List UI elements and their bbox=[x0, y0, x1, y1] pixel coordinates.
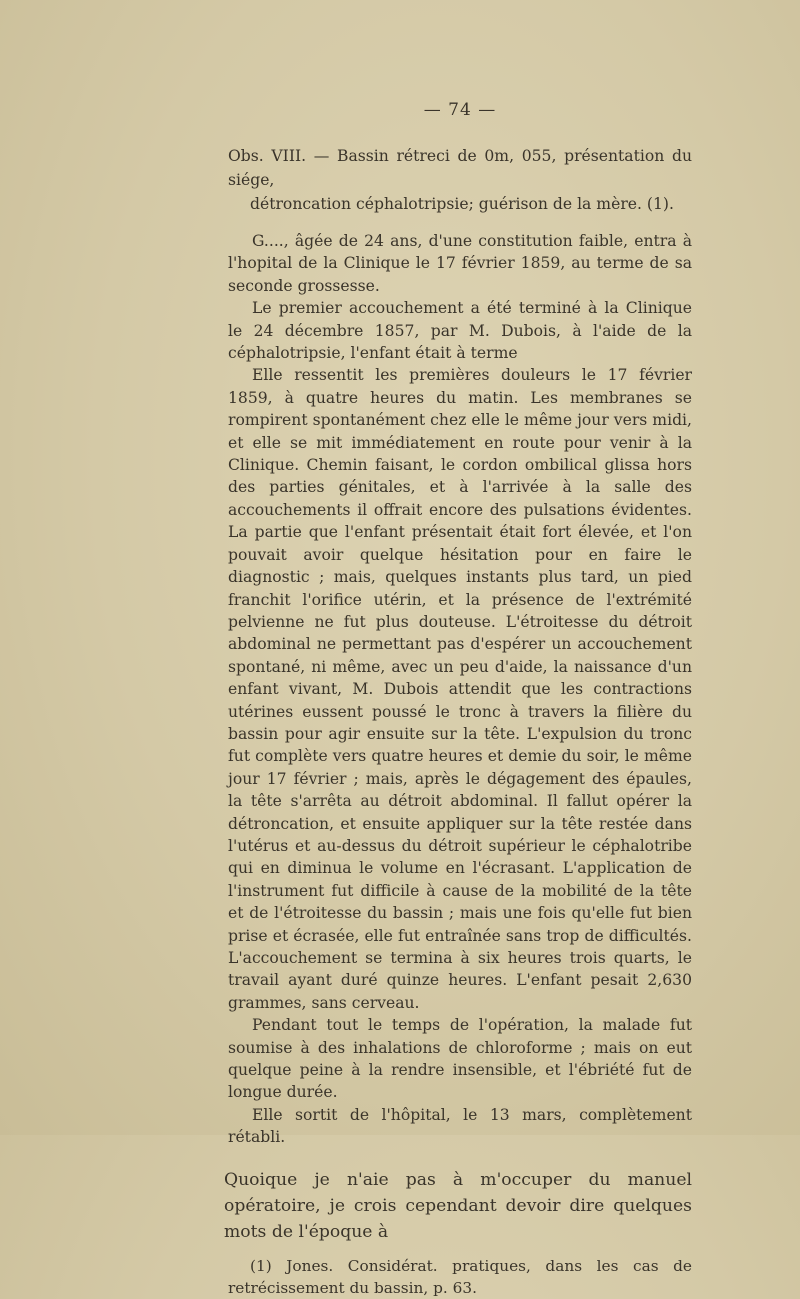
observation-title-line-1: Obs. VIII. — Bassin rétreci de 0m, 055, présentation du siége, bbox=[228, 147, 692, 189]
page-number: — 74 — bbox=[423, 100, 497, 120]
lead-paragraph: Quoique je n'aie pas à m'occuper du manuel opératoire, je crois cependant devoir dire quelques mots de l'époque à bbox=[224, 1169, 692, 1242]
observation-title-line-2: détroncation céphalotripsie; guérison de la mère. (1). bbox=[250, 195, 674, 213]
observation-title bbox=[228, 144, 692, 216]
book-page bbox=[224, 100, 692, 1299]
paragraph-2: Le premier accouchement a été terminé à la Clinique le 24 décembre 1857, par M. Dubois, à l'aide de la céphalotripsie, l'enfant était à terme bbox=[228, 299, 692, 363]
paragraph-3: Elle ressentit les premières douleurs le 17 février 1859, à quatre heures du matin. Les membranes se rompirent spontanément chez elle le même jour vers midi, et elle se mit immédiatement en route pour venir à la Clinique. Chemin faisant, le cordon ombilical glissa hors des parties génitales, et à l'arrivée à la salle des accouchements il offrait encore des pulsations évidentes. La partie que l'enfant présentait était fort élevée, et l'on pouvait avoir quelque hésitation pour en faire le diagnostic ; mais, quelques instants plus tard, un pied franchit l'orifice utérin, et la présence de l'extrémité pelvienne ne fut plus douteuse. L'étroitesse du détroit abdominal ne permettant pas d'espérer un accouchement spontané, ni même, avec un peu d'aide, la naissance d'un enfant vivant, M. Dubois attendit que les contractions utérines eussent poussé le tronc à travers la filière du bassin pour agir ensuite sur la tête. L'expulsion du tronc fut complète vers quatre heures et demie du soir, le même jour 17 février ; mais, après le dégagement des épaules, la tête s'arrêta au détroit abdominal. Il fallut opérer la détroncation, et ensuite appliquer sur la tête restée dans l'utérus et au-dessus du détroit supérieur le céphalotribe qui en diminua le volume en l'écrasant. L'application de l'instrument fut difficile à cause de la mobilité de la tête et de l'étroitesse du bassin ; mais une fois qu'elle fut bien prise et écrasée, elle fut entraînée sans trop de difficultés. L'accouchement se termina à six heures trois quarts, le travail ayant duré quinze heures. L'enfant pesait 2,630 grammes, sans cerveau. bbox=[228, 366, 692, 1012]
paragraph-5: Elle sortit de l'hôpital, le 13 mars, complètement rétabli. bbox=[228, 1105, 692, 1147]
observation-body bbox=[228, 230, 692, 1149]
paragraph-4: Pendant tout le temps de l'opération, la malade fut soumise à des inhalations de chloroforme ; mais on eut quelque peine à la rendre insensible, et l'ébriété fut de longue durée. bbox=[228, 1016, 692, 1102]
footnote: (1) Jones. Considérat. pratiques, dans les cas de retrécissement du bassin, p. 63. bbox=[228, 1256, 692, 1297]
paragraph-1: G...., âgée de 24 ans, d'une constitution faible, entra à l'hopital de la Clinique le 17 février 1859, au terme de sa seconde grossesse. bbox=[228, 232, 692, 295]
